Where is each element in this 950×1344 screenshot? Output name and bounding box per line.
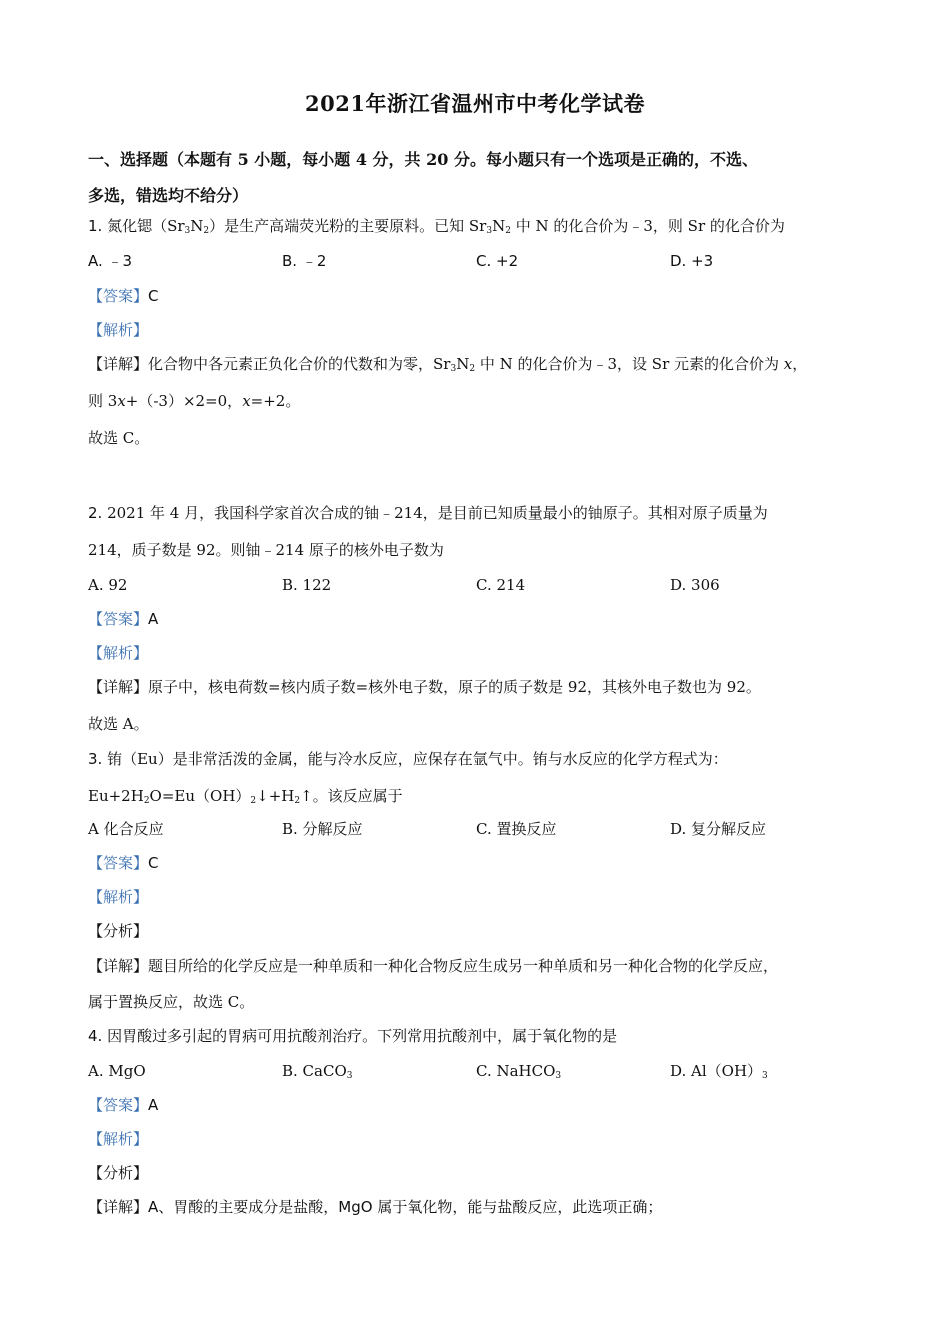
q1-option-b: B. ﹣2 xyxy=(282,252,327,270)
q1-answer: 【答案】C xyxy=(88,287,159,305)
q3-stem-line-1: 3. 铕（Eu）是非常活泼的金属，能与冷水反应，应保存在氩气中。铕与水反应的化学方程式为： xyxy=(88,750,728,768)
q2-analysis-label: 【解析】 xyxy=(88,644,149,662)
q1-number: 1. xyxy=(88,217,103,235)
q3-number: 3. xyxy=(88,750,103,768)
q3-option-b: B. 分解反应 xyxy=(282,820,363,838)
section-heading xyxy=(88,142,868,214)
q3-equation: $Eu+2H_2O=Eu(OH)_2↓+H_2↑$。该反应属于 xyxy=(88,787,403,806)
q3-detail-line-2: 属于置换反应，故选 C。 xyxy=(88,993,255,1011)
q2-conclusion: 故选 A。 xyxy=(88,715,149,733)
q2-option-d: D. 306 xyxy=(670,576,720,594)
q1-option-c: C. +2 xyxy=(476,252,519,270)
q3-answer: 【答案】C xyxy=(88,854,159,872)
q3-option-c: C. 置换反应 xyxy=(476,820,557,838)
q4-answer: 【答案】A xyxy=(88,1096,159,1114)
q1-detail-line-1: 【详解】化合物中各元素正负化合价的代数和为零，$Sr_3N_2$ 中 N 的化合价为﹣3，设 Sr 元素的化合价为 x， xyxy=(88,355,808,374)
section-heading-line-2: 多选，错选均不给分） xyxy=(88,186,249,205)
q3-detail-line-1: 【详解】题目所给的化学反应是一种单质和一种化合物反应生成另一种单质和另一种化合物的化学反应， xyxy=(88,957,779,975)
q4-analysis-label: 【解析】 xyxy=(88,1130,149,1148)
q3-option-d: D. 复分解反应 xyxy=(670,820,767,838)
q4-detail: 【详解】A、胃酸的主要成分是盐酸，MgO 属于氧化物，能与盐酸反应，此选项正确； xyxy=(88,1198,663,1216)
q1-detail-line-2: 则 3x+（-3）×2=0，x=+2。 xyxy=(88,392,301,410)
q4-option-d: D. $Al(OH)_3$ xyxy=(670,1062,768,1081)
q1-option-a: A. ﹣3 xyxy=(88,252,133,270)
q3-analysis-label: 【解析】 xyxy=(88,888,149,906)
section-heading-line-1: 一、选择题（本题有 5 小题，每小题 4 分，共 20 分。每小题只有一个选项是正确的，不选、 xyxy=(88,150,758,169)
q4-number: 4. xyxy=(88,1027,103,1045)
q3-fenxi-label: 【分析】 xyxy=(88,922,149,940)
q2-option-a: A. 92 xyxy=(88,576,128,594)
q4-option-a: A. MgO xyxy=(88,1062,146,1080)
q2-stem-line-2: 214，质子数是 92。则铀﹣214 原子的核外电子数为 xyxy=(88,541,444,559)
q1-conclusion: 故选 C。 xyxy=(88,429,150,447)
q4-fenxi-label: 【分析】 xyxy=(88,1164,149,1182)
q4-option-b: B. CaCO$_3$ xyxy=(282,1062,353,1081)
q3-option-a: A 化合反应 xyxy=(88,820,164,838)
q4-option-c: C. NaHCO$_3$ xyxy=(476,1062,562,1081)
page-title: 2021年浙江省温州市中考化学试卷 xyxy=(305,91,645,116)
q2-detail: 【详解】原子中，核电荷数=核内质子数=核外电子数，原子的质子数是 92，其核外电子数也为 92。 xyxy=(88,678,761,696)
q2-answer: 【答案】A xyxy=(88,610,159,628)
q2-stem-line-1: 2. 2021 年 4 月，我国科学家首次合成的铀﹣214，是目前已知质量最小的铀原子。其相对原子质量为 xyxy=(88,504,768,522)
q2-option-c: C. 214 xyxy=(476,576,526,594)
q1-analysis-label: 【解析】 xyxy=(88,321,149,339)
q4-stem: 4. 因胃酸过多引起的胃病可用抗酸剂治疗。下列常用抗酸剂中，属于氧化物的是 xyxy=(88,1027,618,1045)
q2-number: 2. xyxy=(88,504,103,522)
q1-option-d: D. +3 xyxy=(670,252,714,270)
q1-stem: 1. 氮化锶$(Sr_3N_2)$是生产高端荧光粉的主要原料。已知 $Sr_3N_2$ 中 N 的化合价为﹣3，则 Sr 的化合价为 xyxy=(88,217,785,236)
q2-option-b: B. 122 xyxy=(282,576,332,594)
